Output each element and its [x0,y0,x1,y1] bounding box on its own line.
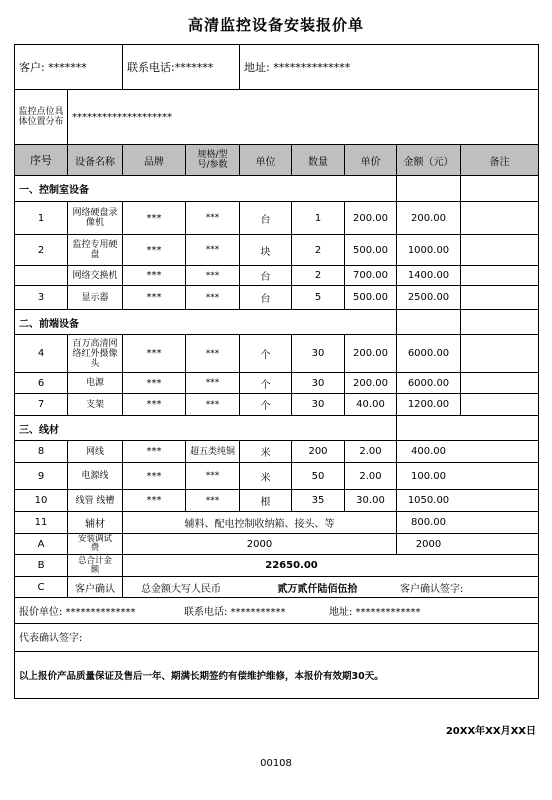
row-device-name: 电源线 [67,463,122,489]
row-price: 700.00 [344,266,396,285]
row-no: 10 [34,495,48,506]
aux-no: 11 [34,517,48,528]
section-row-cables [14,416,539,441]
row-amount: 6000.00 [396,335,460,372]
row-qty: 35 [291,490,344,511]
row-brand: *** [122,286,185,309]
row-price: 200.00 [344,202,396,234]
row-remark [460,266,538,285]
row-qty: 200 [291,441,344,462]
row-device-name: 支架 [67,394,122,415]
row-amount: 6000.00 [396,373,460,393]
row-unit: 个 [239,335,291,372]
confirm-no: C [37,581,45,593]
row-spec: *** [185,463,239,489]
row-unit: 台 [239,286,291,309]
row-unit: 根 [239,490,291,511]
quote-date: 20XX年XX月XX日 [445,726,536,737]
section-title: 三、线材 [19,424,59,436]
row-spec: *** [185,266,239,285]
row-spec: *** [185,490,239,511]
section-title: 一、控制室设备 [19,185,89,196]
row-device-name: 百万高清网络红外摄像头 [67,335,122,372]
row-amount: 400.00 [396,441,460,462]
row-brand: *** [122,441,185,462]
header-qty: 数量 [291,145,344,175]
total-no: B [37,560,45,571]
row-amount: 1200.00 [396,394,460,415]
quotation-table [14,44,539,699]
row-qty: 5 [291,286,344,309]
row-brand: *** [122,266,185,285]
section-items-front-end [14,335,539,416]
row-spec: 超五类纯铜 [185,441,239,462]
table-row [14,335,539,373]
row-price: 500.00 [344,286,396,309]
row-amount: 2500.00 [396,286,460,309]
row-unit: 台 [239,202,291,234]
customer-signature-field[interactable]: 客户确认签字: [400,583,464,595]
section-items-cables [14,441,539,512]
table-row [14,394,539,416]
location-row [14,90,539,145]
table-row [14,490,539,512]
row-unit: 台 [239,266,291,285]
row-no: 8 [37,446,45,457]
row-qty: 30 [291,373,344,393]
section-row-front-end [14,310,539,335]
customer-field: 客户: ******* [19,61,87,74]
row-device-name: 网线 [67,441,122,462]
row-unit: 个 [239,394,291,415]
phone-field: 联系电话:******* [122,45,239,89]
row-spec: *** [185,373,239,393]
row-no: 3 [37,292,45,303]
confirm-label: 总金额大写人民币 [122,577,239,597]
section-title: 二、前端设备 [19,318,79,330]
row-no: 2 [37,244,45,256]
row-spec: *** [185,286,239,309]
row-no: 4 [37,348,45,359]
row-spec: *** [185,335,239,372]
table-header-row [14,145,539,176]
location-label: 监控点位具体位置分布 [18,107,64,127]
aux-row [14,512,539,534]
location-value: ******************** [67,90,538,144]
quote-unit: 报价单位: ************** [19,607,136,618]
table-row [14,441,539,463]
row-amount: 1050.00 [396,490,460,511]
total-row [14,555,539,577]
row-device-name: 监控专用硬盘 [67,235,122,265]
header-price: 单价 [344,145,396,175]
row-unit: 米 [239,441,291,462]
header-amount: 金额（元） [396,145,460,175]
row-unit: 个 [239,373,291,393]
row-device-name: 网络交换机 [67,266,122,285]
row-remark [460,335,538,372]
row-device-name: 线管 线槽 [67,490,122,511]
row-brand: *** [122,202,185,234]
row-device-name: 显示器 [67,286,122,309]
row-price: 200.00 [344,373,396,393]
customer-info-row [14,44,539,90]
row-qty: 1 [291,202,344,234]
row-brand: *** [122,335,185,372]
row-no [15,266,67,285]
aux-amount: 800.00 [396,512,460,533]
table-row [14,373,539,394]
table-row [14,463,539,490]
section-items-control-room [14,202,539,310]
header-no: 序号 [30,154,52,167]
row-remark [460,394,538,415]
note-row [14,652,539,699]
row-qty: 50 [291,463,344,489]
install-value: 2000 [122,534,396,554]
row-unit: 块 [239,235,291,265]
header-brand: 品牌 [122,145,185,175]
quote-address: 地址: ************* [329,607,421,618]
validity-note: 以上报价产品质量保证及售后一年、期满长期签约有偿维护维修，本报价有效期30天。 [19,671,384,682]
install-no: A [37,538,45,550]
header-remark: 备注 [460,145,538,175]
row-qty: 30 [291,394,344,415]
row-brand: *** [122,463,185,489]
row-price: 2.00 [344,463,396,489]
total-value: 22650.00 [122,555,460,576]
quote-unit-row [14,598,539,624]
header-spec: 规格/型号/参数 [185,145,239,175]
row-remark [460,286,538,309]
header-name: 设备名称 [67,145,122,175]
row-spec: *** [185,235,239,265]
row-price: 40.00 [344,394,396,415]
table-row [14,202,539,235]
rep-signature-row [14,624,539,652]
row-amount: 1000.00 [396,235,460,265]
table-row [14,235,539,266]
page-number: 00108 [260,758,292,769]
install-row [14,534,539,555]
row-brand: *** [122,235,185,265]
header-unit: 单位 [239,145,291,175]
document-title: 高清监控设备安装报价单 [187,16,364,34]
row-amount: 200.00 [396,202,460,234]
row-brand: *** [122,394,185,415]
row-amount: 100.00 [396,463,460,489]
row-qty: 2 [291,266,344,285]
install-amount: 2000 [396,534,460,554]
quote-phone: 联系电话: *********** [184,607,286,618]
total-name: 总合计金额 [67,555,122,576]
amount-in-words: 贰万贰仟陆佰伍拾 [277,583,358,595]
row-remark [460,202,538,234]
row-no: 6 [37,377,45,389]
aux-desc: 辅料、配电控制收纳箱、接头、等 [122,512,396,533]
row-no: 1 [37,212,45,224]
row-price: 2.00 [344,441,396,462]
row-spec: *** [185,394,239,415]
table-row [14,286,539,310]
aux-name: 辅材 [67,512,122,533]
row-no: 7 [37,399,45,410]
row-device-name: 电源 [67,373,122,393]
row-spec: *** [185,202,239,234]
row-amount: 1400.00 [396,266,460,285]
row-qty: 2 [291,235,344,265]
row-price: 200.00 [344,335,396,372]
row-no: 9 [37,470,45,482]
row-remark [460,235,538,265]
table-row [14,266,539,286]
install-name: 安装调试费 [67,534,122,554]
confirm-row [14,577,539,598]
address-field: 地址: ************** [239,45,538,89]
row-qty: 30 [291,335,344,372]
confirm-name: 客户确认 [67,577,122,597]
rep-signature-field[interactable]: 代表确认签字: [19,633,83,644]
row-brand: *** [122,373,185,393]
row-unit: 米 [239,463,291,489]
row-remark [460,373,538,393]
row-price: 500.00 [344,235,396,265]
row-device-name: 网络硬盘录像机 [67,202,122,234]
section-row-control-room [14,176,539,202]
row-brand: *** [122,490,185,511]
row-price: 30.00 [344,490,396,511]
